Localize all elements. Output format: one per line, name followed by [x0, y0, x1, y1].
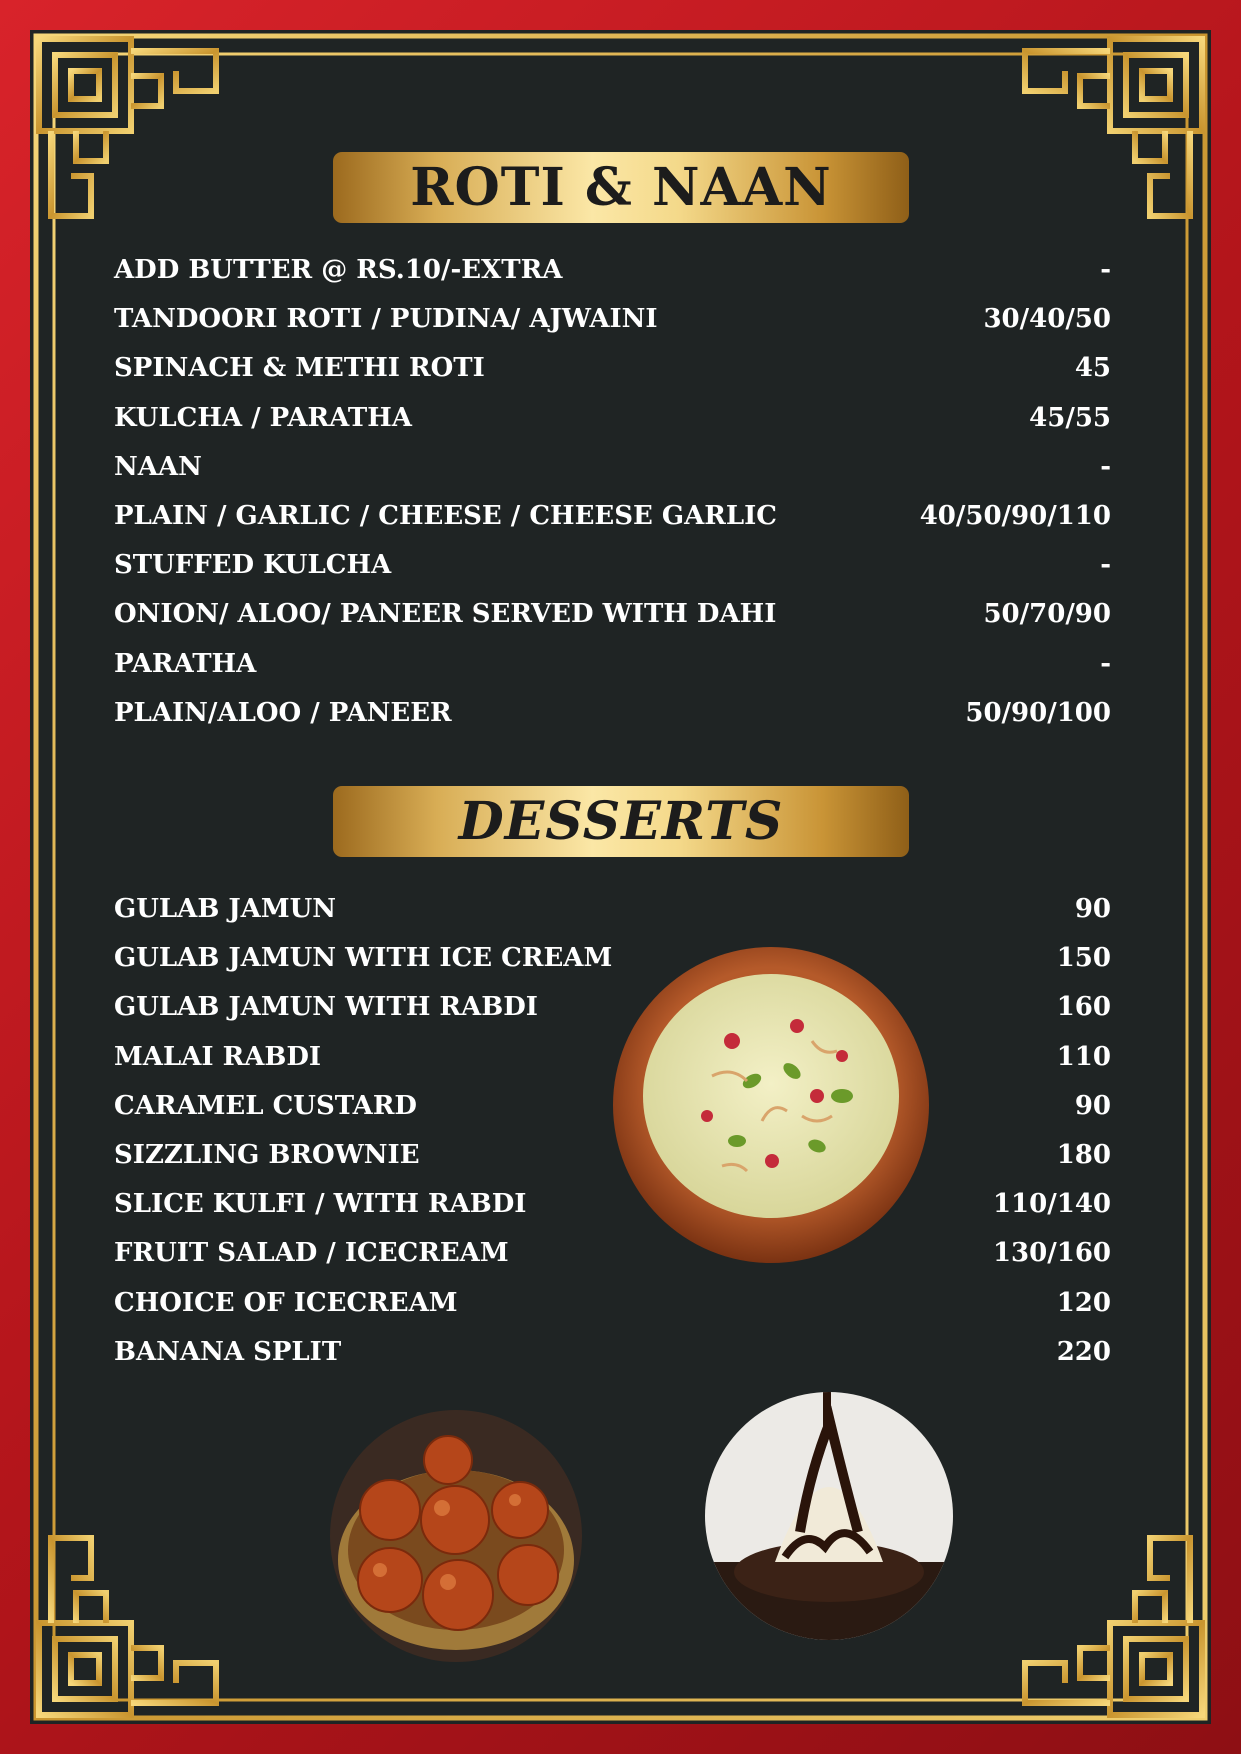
- menu-item-row: [114, 885, 1111, 934]
- item-price: 90: [1074, 1090, 1111, 1121]
- section-banner-roti-naan: [333, 152, 909, 223]
- desserts-list: [114, 885, 1111, 1377]
- item-price: -: [1100, 451, 1111, 482]
- item-price: -: [1100, 255, 1111, 285]
- item-name: SLICE KULFI / WITH RABDI: [114, 1189, 527, 1220]
- item-price: 130/160: [992, 1238, 1111, 1269]
- item-price: 120: [1056, 1287, 1111, 1318]
- item-name: PARATHA: [114, 648, 257, 679]
- menu-item-row: [114, 1131, 1111, 1180]
- corner-ornament-top-left: [39, 39, 216, 216]
- corner-ornament-bottom-left: [39, 1538, 216, 1715]
- item-price: -: [1100, 648, 1111, 679]
- item-name: MALAI RABDI: [114, 1041, 322, 1072]
- item-name: STUFFED KULCHA: [114, 550, 392, 581]
- item-price: 110: [1056, 1041, 1111, 1072]
- item-price: -: [1100, 550, 1111, 581]
- item-price: 45: [1074, 353, 1111, 384]
- section-title: DESSERTS: [458, 791, 784, 852]
- section-title: ROTI & NAAN: [410, 157, 832, 218]
- item-name: NAAN: [114, 451, 202, 482]
- menu-item-row: [114, 246, 1111, 295]
- item-name: TANDOORI ROTI / PUDINA/ AJWAINI: [114, 304, 658, 335]
- item-price: 160: [1056, 992, 1111, 1023]
- item-name: BANANA SPLIT: [114, 1336, 342, 1367]
- menu-item-row: [114, 1033, 1111, 1082]
- item-price: 30/40/50: [983, 304, 1111, 335]
- menu-item-row: [114, 590, 1111, 639]
- item-name: PLAIN/ALOO / PANEER: [114, 697, 452, 728]
- menu-item-row: [114, 689, 1111, 738]
- rabdi-bowl-photo: [612, 946, 930, 1264]
- item-name: FRUIT SALAD / ICECREAM: [114, 1238, 509, 1269]
- menu-item-row: [114, 934, 1111, 983]
- menu-item-row: [114, 541, 1111, 590]
- section-banner-desserts: [333, 786, 909, 857]
- corner-ornament-top-right: [1025, 39, 1202, 216]
- menu-item-row: [114, 295, 1111, 344]
- item-name: GULAB JAMUN WITH RABDI: [114, 992, 538, 1023]
- menu-item-row: [114, 443, 1111, 492]
- menu-item-row: [114, 1279, 1111, 1328]
- item-name: CARAMEL CUSTARD: [114, 1090, 417, 1121]
- roti-naan-list: [114, 246, 1111, 738]
- item-name: ADD BUTTER @ RS.10/-EXTRA: [114, 255, 563, 285]
- menu-item-row: [114, 344, 1111, 393]
- item-price: 220: [1056, 1336, 1111, 1367]
- menu-item-row: [114, 1328, 1111, 1377]
- item-name: ONION/ ALOO/ PANEER SERVED WITH DAHI: [114, 599, 777, 630]
- item-price: 50/90/100: [965, 697, 1111, 728]
- item-name: SPINACH & METHI ROTI: [114, 353, 485, 384]
- menu-item-row: [114, 1229, 1111, 1278]
- item-name: GULAB JAMUN: [114, 894, 337, 924]
- menu-item-row: [114, 492, 1111, 541]
- item-price: 40/50/90/110: [919, 500, 1111, 531]
- item-name: SIZZLING BROWNIE: [114, 1139, 420, 1170]
- item-name: CHOICE OF ICECREAM: [114, 1287, 458, 1318]
- menu-item-row: [114, 983, 1111, 1032]
- item-price: 90: [1074, 894, 1111, 924]
- item-name: GULAB JAMUN WITH ICE CREAM: [114, 943, 613, 974]
- item-price: 110/140: [992, 1189, 1111, 1220]
- item-price: 180: [1056, 1139, 1111, 1170]
- item-price: 150: [1056, 943, 1111, 974]
- item-name: PLAIN / GARLIC / CHEESE / CHEESE GARLIC: [114, 500, 777, 531]
- brownie-icecream-photo: [705, 1392, 953, 1640]
- menu-item-row: [114, 1180, 1111, 1229]
- item-name: KULCHA / PARATHA: [114, 402, 412, 433]
- corner-ornament-bottom-right: [1025, 1538, 1202, 1715]
- menu-item-row: [114, 640, 1111, 689]
- item-price: 50/70/90: [983, 599, 1111, 630]
- gulab-jamun-photo: [330, 1410, 582, 1662]
- item-price: 45/55: [1029, 402, 1111, 433]
- menu-item-row: [114, 394, 1111, 443]
